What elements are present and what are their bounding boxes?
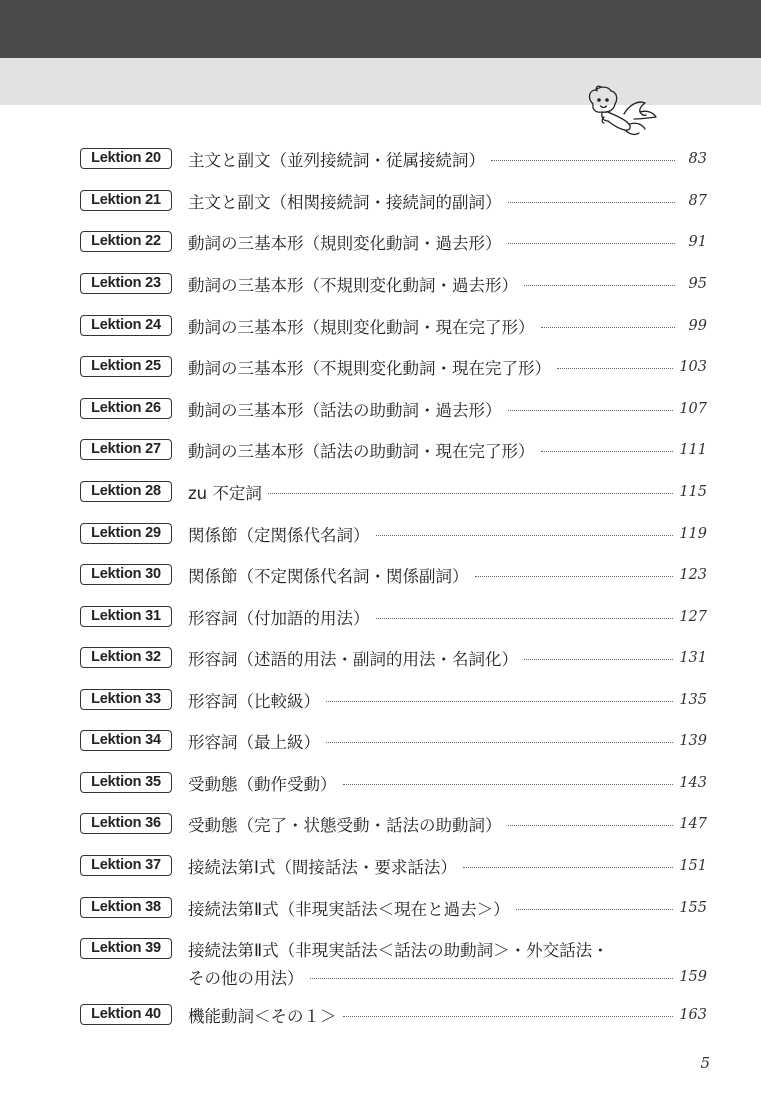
cherub-illustration bbox=[584, 84, 664, 140]
dot-leader bbox=[541, 451, 674, 452]
lesson-title: 主文と副文（相関接続詞・接続詞的副詞） bbox=[188, 193, 502, 212]
toc-entry[interactable] bbox=[80, 521, 707, 547]
dot-leader bbox=[541, 327, 676, 328]
dot-leader bbox=[524, 659, 673, 660]
lesson-title: 動詞の三基本形（不規則変化動詞・過去形） bbox=[188, 276, 518, 295]
lesson-title: 動詞の三基本形（規則変化動詞・過去形） bbox=[188, 234, 502, 253]
lesson-badge: Lektion 33 bbox=[80, 689, 172, 710]
toc-entry[interactable] bbox=[80, 895, 707, 921]
lesson-title-continued: その他の用法） bbox=[188, 969, 304, 988]
page-number: 143 bbox=[679, 775, 707, 791]
lesson-title: 動詞の三基本形（規則変化動詞・現在完了形） bbox=[188, 318, 535, 337]
lesson-title: 関係節（定関係代名詞） bbox=[188, 526, 370, 545]
toc-entry[interactable] bbox=[80, 562, 707, 588]
dot-leader bbox=[516, 909, 674, 910]
lesson-badge: Lektion 37 bbox=[80, 855, 172, 876]
page-number: 155 bbox=[679, 900, 707, 916]
page-number: 147 bbox=[679, 816, 707, 832]
lesson-title: 主文と副文（並列接続詞・従属接続詞） bbox=[188, 151, 485, 170]
lesson-title: 形容詞（最上級） bbox=[188, 733, 320, 752]
dot-leader bbox=[508, 825, 674, 826]
toc-entry[interactable] bbox=[80, 770, 707, 796]
dot-leader bbox=[376, 618, 674, 619]
lesson-title: 動詞の三基本形（話法の助動詞・現在完了形） bbox=[188, 442, 535, 461]
page-number: 111 bbox=[679, 442, 707, 458]
lesson-title: 関係節（不定関係代名詞・関係副詞） bbox=[188, 567, 469, 586]
lesson-badge: Lektion 29 bbox=[80, 523, 172, 544]
page-number: 139 bbox=[679, 733, 707, 749]
page-number: 127 bbox=[679, 609, 707, 625]
lesson-badge: Lektion 20 bbox=[80, 148, 172, 169]
toc-entry[interactable] bbox=[80, 313, 707, 339]
lesson-title: 受動態（完了・状態受動・話法の助動詞） bbox=[188, 816, 502, 835]
page-number: 131 bbox=[679, 650, 707, 666]
lesson-title: 接続法第Ⅱ式（非現実話法＜現在と過去＞） bbox=[188, 900, 510, 919]
lesson-title: zu 不定詞 bbox=[188, 484, 262, 503]
toc-entry[interactable] bbox=[80, 645, 707, 671]
page-number: 99 bbox=[688, 318, 707, 334]
lesson-badge: Lektion 24 bbox=[80, 315, 172, 336]
toc-entry[interactable] bbox=[80, 687, 707, 713]
dot-leader bbox=[343, 1016, 674, 1017]
page-number: 119 bbox=[679, 526, 707, 542]
lesson-badge: Lektion 35 bbox=[80, 772, 172, 793]
lesson-title: 形容詞（比較級） bbox=[188, 692, 320, 711]
page-number: 83 bbox=[688, 151, 707, 167]
toc-entry[interactable] bbox=[80, 354, 707, 380]
toc-entry[interactable] bbox=[80, 479, 707, 505]
page-number: 107 bbox=[679, 401, 707, 417]
page-number: 151 bbox=[679, 858, 707, 874]
dot-leader bbox=[326, 742, 673, 743]
page-number: 115 bbox=[679, 484, 707, 500]
lesson-title: 接続法第Ⅰ式（間接話法・要求話法） bbox=[188, 858, 457, 877]
dot-leader bbox=[524, 285, 675, 286]
dot-leader bbox=[475, 576, 674, 577]
dot-leader bbox=[463, 867, 673, 868]
dot-leader bbox=[557, 368, 673, 369]
toc-entry[interactable] bbox=[80, 853, 707, 879]
dot-leader bbox=[326, 701, 673, 702]
page-number: 163 bbox=[679, 1007, 707, 1023]
dot-leader bbox=[268, 493, 673, 494]
lesson-badge: Lektion 25 bbox=[80, 356, 172, 377]
lesson-badge: Lektion 28 bbox=[80, 481, 172, 502]
lesson-badge: Lektion 21 bbox=[80, 190, 172, 211]
toc-entry[interactable] bbox=[80, 811, 707, 837]
toc-entry[interactable] bbox=[80, 146, 707, 172]
toc-entry[interactable] bbox=[80, 229, 707, 255]
lesson-badge: Lektion 32 bbox=[80, 647, 172, 668]
dot-leader bbox=[508, 202, 676, 203]
lesson-badge: Lektion 27 bbox=[80, 439, 172, 460]
lesson-badge: Lektion 39 bbox=[80, 938, 172, 959]
page-number: 123 bbox=[679, 567, 707, 583]
dot-leader bbox=[343, 784, 674, 785]
dot-leader bbox=[376, 535, 674, 536]
dot-leader bbox=[508, 243, 676, 244]
dot-leader bbox=[310, 978, 674, 979]
lesson-badge: Lektion 36 bbox=[80, 813, 172, 834]
page-number: 95 bbox=[688, 276, 707, 292]
lesson-title: 形容詞（付加語的用法） bbox=[188, 609, 370, 628]
lesson-title: 動詞の三基本形（話法の助動詞・過去形） bbox=[188, 401, 502, 420]
lesson-badge: Lektion 38 bbox=[80, 897, 172, 918]
page-number: 91 bbox=[688, 234, 707, 250]
dot-leader bbox=[491, 160, 675, 161]
lesson-badge: Lektion 34 bbox=[80, 730, 172, 751]
lesson-badge: Lektion 22 bbox=[80, 231, 172, 252]
folio-page-number: 5 bbox=[700, 1054, 710, 1072]
page-number: 87 bbox=[688, 193, 707, 209]
lesson-badge: Lektion 30 bbox=[80, 564, 172, 585]
toc-entry[interactable] bbox=[80, 271, 707, 297]
page-number: 159 bbox=[679, 969, 707, 985]
toc-entry[interactable] bbox=[80, 1002, 707, 1028]
lesson-badge: Lektion 26 bbox=[80, 398, 172, 419]
header-dark-band bbox=[0, 0, 761, 58]
toc-entry[interactable] bbox=[80, 728, 707, 754]
dot-leader bbox=[508, 410, 674, 411]
lesson-badge: Lektion 23 bbox=[80, 273, 172, 294]
lesson-title: 接続法第Ⅱ式（非現実話法＜話法の助動詞＞・外交話法・ bbox=[188, 941, 609, 960]
page-number: 103 bbox=[679, 359, 707, 375]
lesson-title: 機能動詞＜その１＞ bbox=[188, 1007, 337, 1026]
toc-entry[interactable] bbox=[80, 437, 707, 463]
lesson-title: 形容詞（述語的用法・副詞的用法・名詞化） bbox=[188, 650, 518, 669]
lesson-badge: Lektion 40 bbox=[80, 1004, 172, 1025]
lesson-title: 受動態（動作受動） bbox=[188, 775, 337, 794]
toc-entry[interactable] bbox=[80, 396, 707, 422]
lesson-title: 動詞の三基本形（不規則変化動詞・現在完了形） bbox=[188, 359, 551, 378]
toc-entry[interactable] bbox=[80, 188, 707, 214]
lesson-badge: Lektion 31 bbox=[80, 606, 172, 627]
toc-entry[interactable] bbox=[80, 604, 707, 630]
toc-entry[interactable] bbox=[80, 936, 707, 990]
page-number: 135 bbox=[679, 692, 707, 708]
